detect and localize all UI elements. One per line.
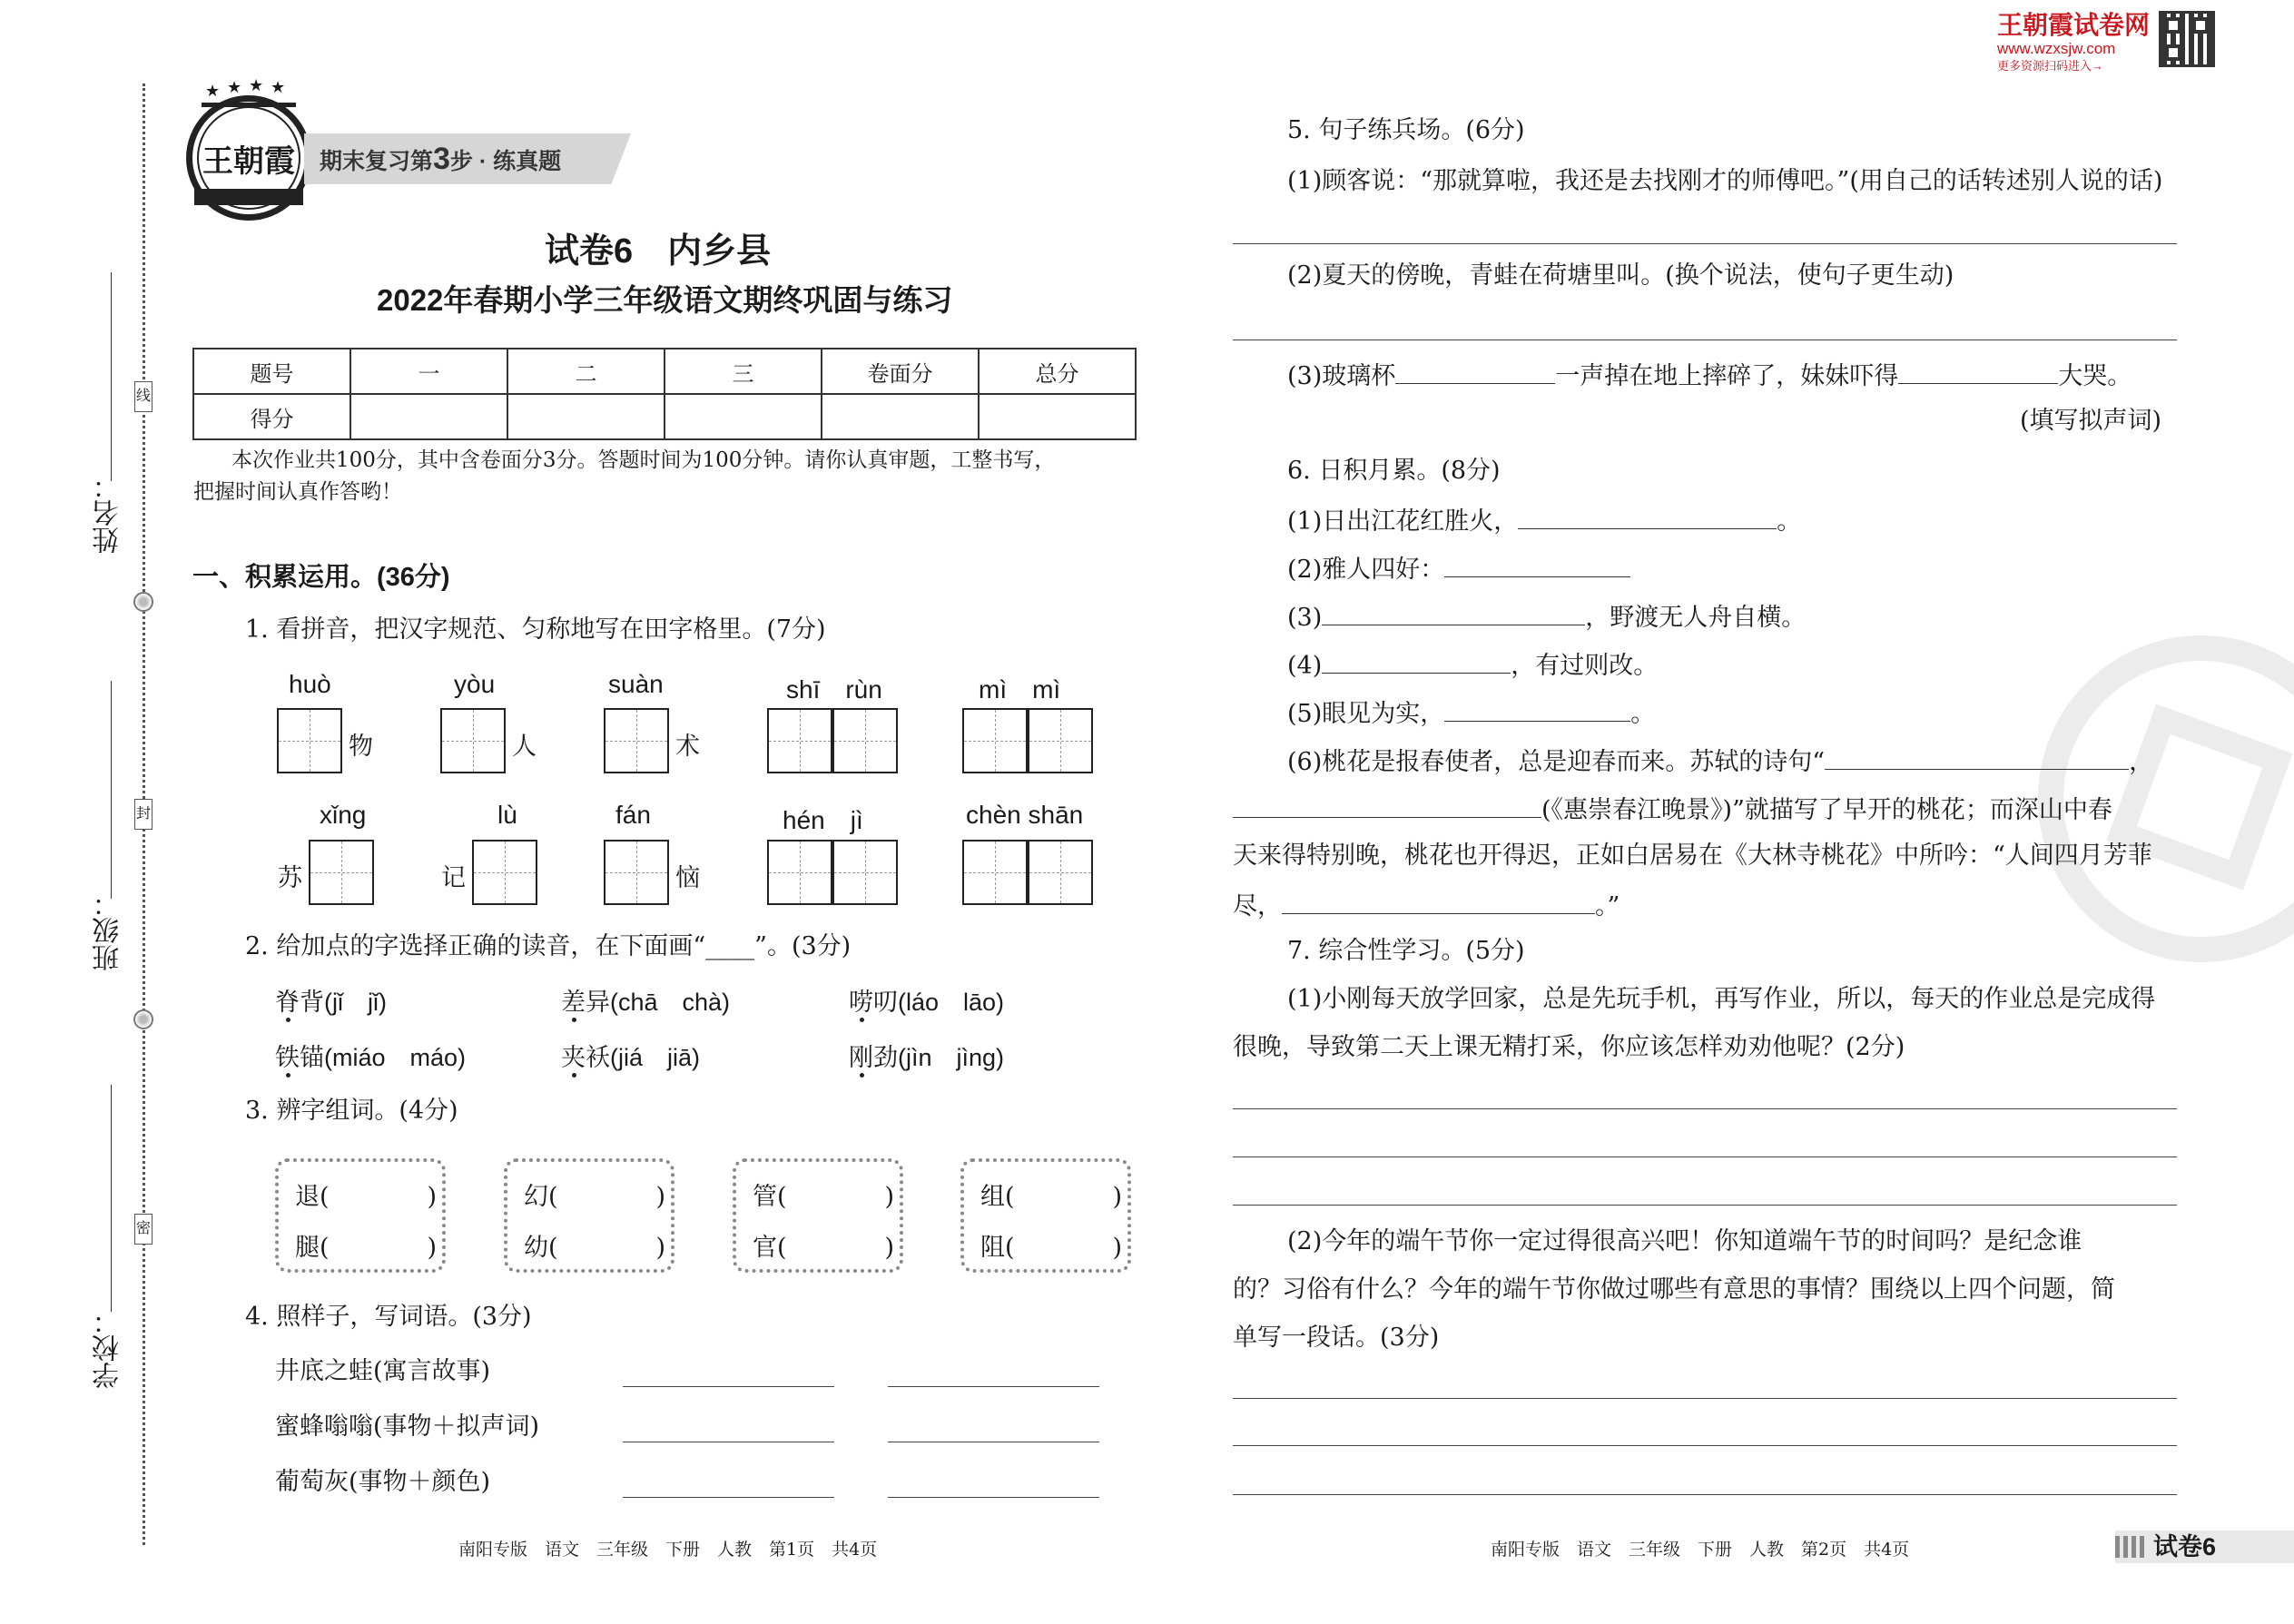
q1-pinyin: lù [497, 801, 517, 829]
q4-example: 葡萄灰(事物＋颜色) [275, 1468, 491, 1496]
q1-suffix-char: 术 [675, 733, 700, 761]
binding-hole-icon [133, 592, 153, 612]
blank-field[interactable] [1282, 889, 1595, 914]
q5-s1: (1)顾客说：“那就算啦，我还是去找刚才的师傅吧。”(用自己的话转述别人说的话) [1287, 167, 2163, 195]
q7-p2-line-b: 的？习俗有什么？今年的端午节你做过哪些有意思的事情？围绕以上四个问题，简 [1233, 1275, 2115, 1304]
q1-suffix-char: 人 [512, 733, 537, 761]
q2-item[interactable]: 脊背(jǐ jǐ) [275, 989, 387, 1017]
writing-grid-box[interactable] [604, 708, 669, 773]
q3-word-slot[interactable]: 官( ) [753, 1234, 895, 1262]
section-1-heading: 一、积累运用。(36分) [192, 563, 450, 592]
writing-grid-box[interactable] [472, 840, 537, 905]
class-label: 班级： [94, 890, 123, 971]
q1-suffix-char: 恼 [675, 864, 700, 892]
review-banner-text: 期末复习第3步 · 练真题 [320, 142, 562, 176]
logo-badge-icon [186, 95, 311, 221]
binding-hole-icon [133, 1009, 153, 1029]
q6-line-4: (4) ，有过则改。 [1287, 648, 1658, 682]
score-input-cell[interactable] [507, 394, 665, 439]
page-subtitle: 2022年春期小学三年级语文期终巩固与练习 [377, 283, 953, 317]
q2-prompt: 2. 给加点的字选择正确的读音，在下面画“____”。(3分) [245, 932, 852, 960]
q2-item[interactable]: 铁锚(miáo máo) [275, 1044, 467, 1072]
q3-word-box[interactable] [733, 1158, 903, 1273]
q7-prompt: 7. 综合性学习。(5分) [1287, 937, 1525, 965]
name-label: 姓名： [94, 472, 123, 554]
q7-p2-line-c: 单写一段话。(3分) [1233, 1324, 1440, 1352]
q6-line-3: (3) ，野渡无人舟自横。 [1287, 600, 1806, 634]
brand-watermark [1997, 11, 2151, 74]
logo-text: 王朝霞 [202, 143, 295, 180]
footer-right: 南阳专版 语文 三年级 下册 人教 第2页 共4页 [1491, 1540, 1910, 1560]
answer-line[interactable] [1233, 1494, 2177, 1495]
q3-word-box[interactable] [275, 1158, 446, 1273]
blank-field[interactable] [1444, 552, 1630, 577]
q3-prompt: 3. 辨字组词。(4分) [245, 1097, 458, 1125]
score-row-label: 得分 [193, 394, 350, 439]
writing-grid-box[interactable] [962, 840, 1028, 905]
q6-line-5: (5)眼见为实， 。 [1287, 696, 1655, 730]
answer-line[interactable] [623, 1386, 834, 1387]
school-label: 学校： [94, 1307, 123, 1389]
writing-grid-box[interactable] [1028, 708, 1093, 773]
q4-example: 蜜蜂嗡嗡(事物＋拟声词) [275, 1412, 540, 1441]
q1-prefix-char: 记 [441, 864, 466, 892]
q1-pinyin: hén jì [783, 806, 863, 834]
seal-mark-secret: 密 [134, 1214, 153, 1245]
q5-prompt: 5. 句子练兵场。(6分) [1287, 116, 1525, 144]
q1-pinyin: suàn [608, 670, 664, 698]
score-header-cell: 二 [507, 349, 665, 394]
brand-tip: 更多资源扫码进入→ [1997, 59, 2104, 73]
school-field[interactable] [111, 1085, 112, 1312]
q7-p2-line-a: (2)今年的端午节你一定过得很高兴吧！你知道端午节的时间吗？是纪念谁 [1287, 1227, 2082, 1255]
q3-word-slot[interactable]: 管( ) [753, 1183, 895, 1211]
q2-item[interactable]: 唠叨(láo lāo) [849, 989, 1005, 1017]
writing-grid-box[interactable] [1028, 840, 1093, 905]
score-header-cell: 一 [350, 349, 507, 394]
answer-line[interactable] [623, 1497, 834, 1498]
score-table [192, 348, 1137, 440]
q1-pinyin: yòu [454, 670, 496, 698]
q6-line-6d: 尽， 。” [1233, 889, 1620, 922]
writing-grid-box[interactable] [309, 840, 374, 905]
blank-field[interactable] [1825, 744, 2129, 770]
score-header-cell: 题号 [193, 349, 350, 394]
score-header-cell: 总分 [979, 349, 1136, 394]
q7-p1-line-a: (1)小刚每天放学回家，总是先玩手机，再写作业，所以，每天的作业总是完成得 [1287, 985, 2156, 1013]
q6-line-6a: (6)桃花是报春使者，总是迎春而来。苏轼的诗句“ ， [1287, 744, 2153, 778]
q1-pinyin: chèn shān [966, 801, 1084, 829]
q3-word-slot[interactable]: 幻( ) [524, 1183, 666, 1211]
q1-pinyin: shī rùn [786, 675, 882, 704]
q6-prompt: 6. 日积月累。(8分) [1287, 457, 1501, 485]
q6-line-6c: 天来得特别晚，桃花也开得迟，正如白居易在《大林寺桃花》中所吟：“人间四月芳菲 [1233, 842, 2152, 870]
blank-field[interactable] [1322, 648, 1511, 674]
writing-grid-box[interactable] [832, 708, 898, 773]
answer-line[interactable] [888, 1497, 1099, 1498]
q2-item[interactable]: 夹袄(jiá jiā) [561, 1044, 701, 1072]
q6-line-2: (2)雅人四好： [1287, 552, 1630, 586]
page-title: 试卷6 内乡县 [545, 232, 772, 271]
seal-mark-seal: 封 [134, 799, 153, 830]
seal-mark-line: 线 [134, 381, 153, 412]
blank-field[interactable] [1898, 359, 2058, 384]
q7-p1-line-b: 很晚，导致第二天上课无精打采，你应该怎样劝劝他呢？(2分) [1233, 1033, 1905, 1061]
blank-field[interactable] [1395, 359, 1555, 384]
score-table-score-row [193, 394, 1136, 439]
brand-url: www.wzxsjw.com [1997, 40, 2116, 57]
q1-pinyin: xǐng [320, 801, 367, 829]
q3-word-slot[interactable]: 组( ) [980, 1183, 1123, 1211]
blank-field[interactable] [1444, 696, 1630, 722]
crown-icon: ★ ★ ★ ★ [202, 89, 296, 107]
q3-word-slot[interactable]: 阻( ) [980, 1234, 1123, 1262]
instructions-line-2: 把握时间认真作答哟！ [193, 480, 402, 504]
name-field[interactable] [111, 272, 112, 481]
blank-field[interactable] [1322, 600, 1585, 625]
answer-line[interactable] [888, 1386, 1099, 1387]
q6-line-6b: (《惠崇春江晚景》)”就描写了早开的桃花；而深山中春 [1233, 792, 2112, 826]
blank-field[interactable] [1518, 504, 1777, 529]
footer-tag: 试卷6 [2153, 1533, 2217, 1560]
q2-item[interactable]: 差异(chā chà) [561, 989, 731, 1017]
q1-pinyin: mì mì [979, 675, 1061, 704]
q3-word-box[interactable] [504, 1158, 674, 1273]
qr-code-icon[interactable] [2159, 11, 2215, 67]
writing-grid-box[interactable] [767, 840, 832, 905]
q3-word-slot[interactable]: 退( ) [295, 1183, 438, 1211]
footer-tag-dots-icon [2115, 1536, 2148, 1558]
score-input-cell[interactable] [979, 394, 1136, 439]
answer-line[interactable] [1233, 1205, 2177, 1206]
q1-pinyin: fán [615, 801, 651, 829]
q5-s2: (2)夏天的傍晚，青蛙在荷塘里叫。(换个说法，使句子更生动) [1287, 261, 1954, 290]
footer-left: 南阳专版 语文 三年级 下册 人教 第1页 共4页 [458, 1540, 878, 1560]
answer-line[interactable] [1233, 1445, 2177, 1446]
score-input-cell[interactable] [822, 394, 979, 439]
answer-line[interactable] [1233, 1398, 2177, 1399]
blank-field[interactable] [1233, 792, 1541, 818]
q1-prefix-char: 苏 [278, 864, 302, 892]
instructions-line-1: 本次作业共100分，其中含卷面分3分。答题时间为100分钟。请你认真审题，工整书写， [231, 448, 1056, 472]
score-header-cell: 三 [665, 349, 822, 394]
score-header-cell: 卷面分 [822, 349, 979, 394]
q5-s3: (3)玻璃杯 一声掉在地上摔碎了，妹妹吓得 大哭。 [1287, 359, 2132, 392]
q6-line-1: (1)日出江花红胜火， 。 [1287, 504, 1801, 537]
q1-prompt: 1. 看拼音，把汉字规范、匀称地写在田字格里。(7分) [245, 615, 826, 644]
q1-suffix-char: 物 [349, 733, 373, 761]
writing-grid-box[interactable] [767, 708, 832, 773]
answer-line[interactable] [1233, 243, 2177, 244]
score-table-header-row [193, 349, 1136, 394]
q5-s3-note: (填写拟声词) [2020, 407, 2162, 435]
q3-word-slot[interactable]: 幼( ) [524, 1234, 666, 1262]
q3-word-slot[interactable]: 腿( ) [295, 1234, 438, 1262]
writing-grid-box[interactable] [440, 708, 506, 773]
class-field[interactable] [111, 681, 112, 899]
answer-line[interactable] [1233, 1108, 2177, 1109]
q2-item[interactable]: 刚劲(jìn jìng) [849, 1044, 1005, 1072]
q1-pinyin: huò [289, 670, 331, 698]
writing-grid-box[interactable] [962, 708, 1028, 773]
score-input-cell[interactable] [350, 394, 507, 439]
answer-line[interactable] [1233, 1156, 2177, 1157]
brand-name: 王朝霞试卷网 [1997, 11, 2151, 39]
writing-grid-box[interactable] [604, 840, 669, 905]
q3-word-box[interactable] [960, 1158, 1131, 1273]
q4-prompt: 4. 照样子，写词语。(3分) [245, 1303, 532, 1331]
score-input-cell[interactable] [665, 394, 822, 439]
writing-grid-box[interactable] [832, 840, 898, 905]
writing-grid-box[interactable] [277, 708, 342, 773]
q4-example: 井底之蛙(寓言故事) [275, 1357, 491, 1385]
